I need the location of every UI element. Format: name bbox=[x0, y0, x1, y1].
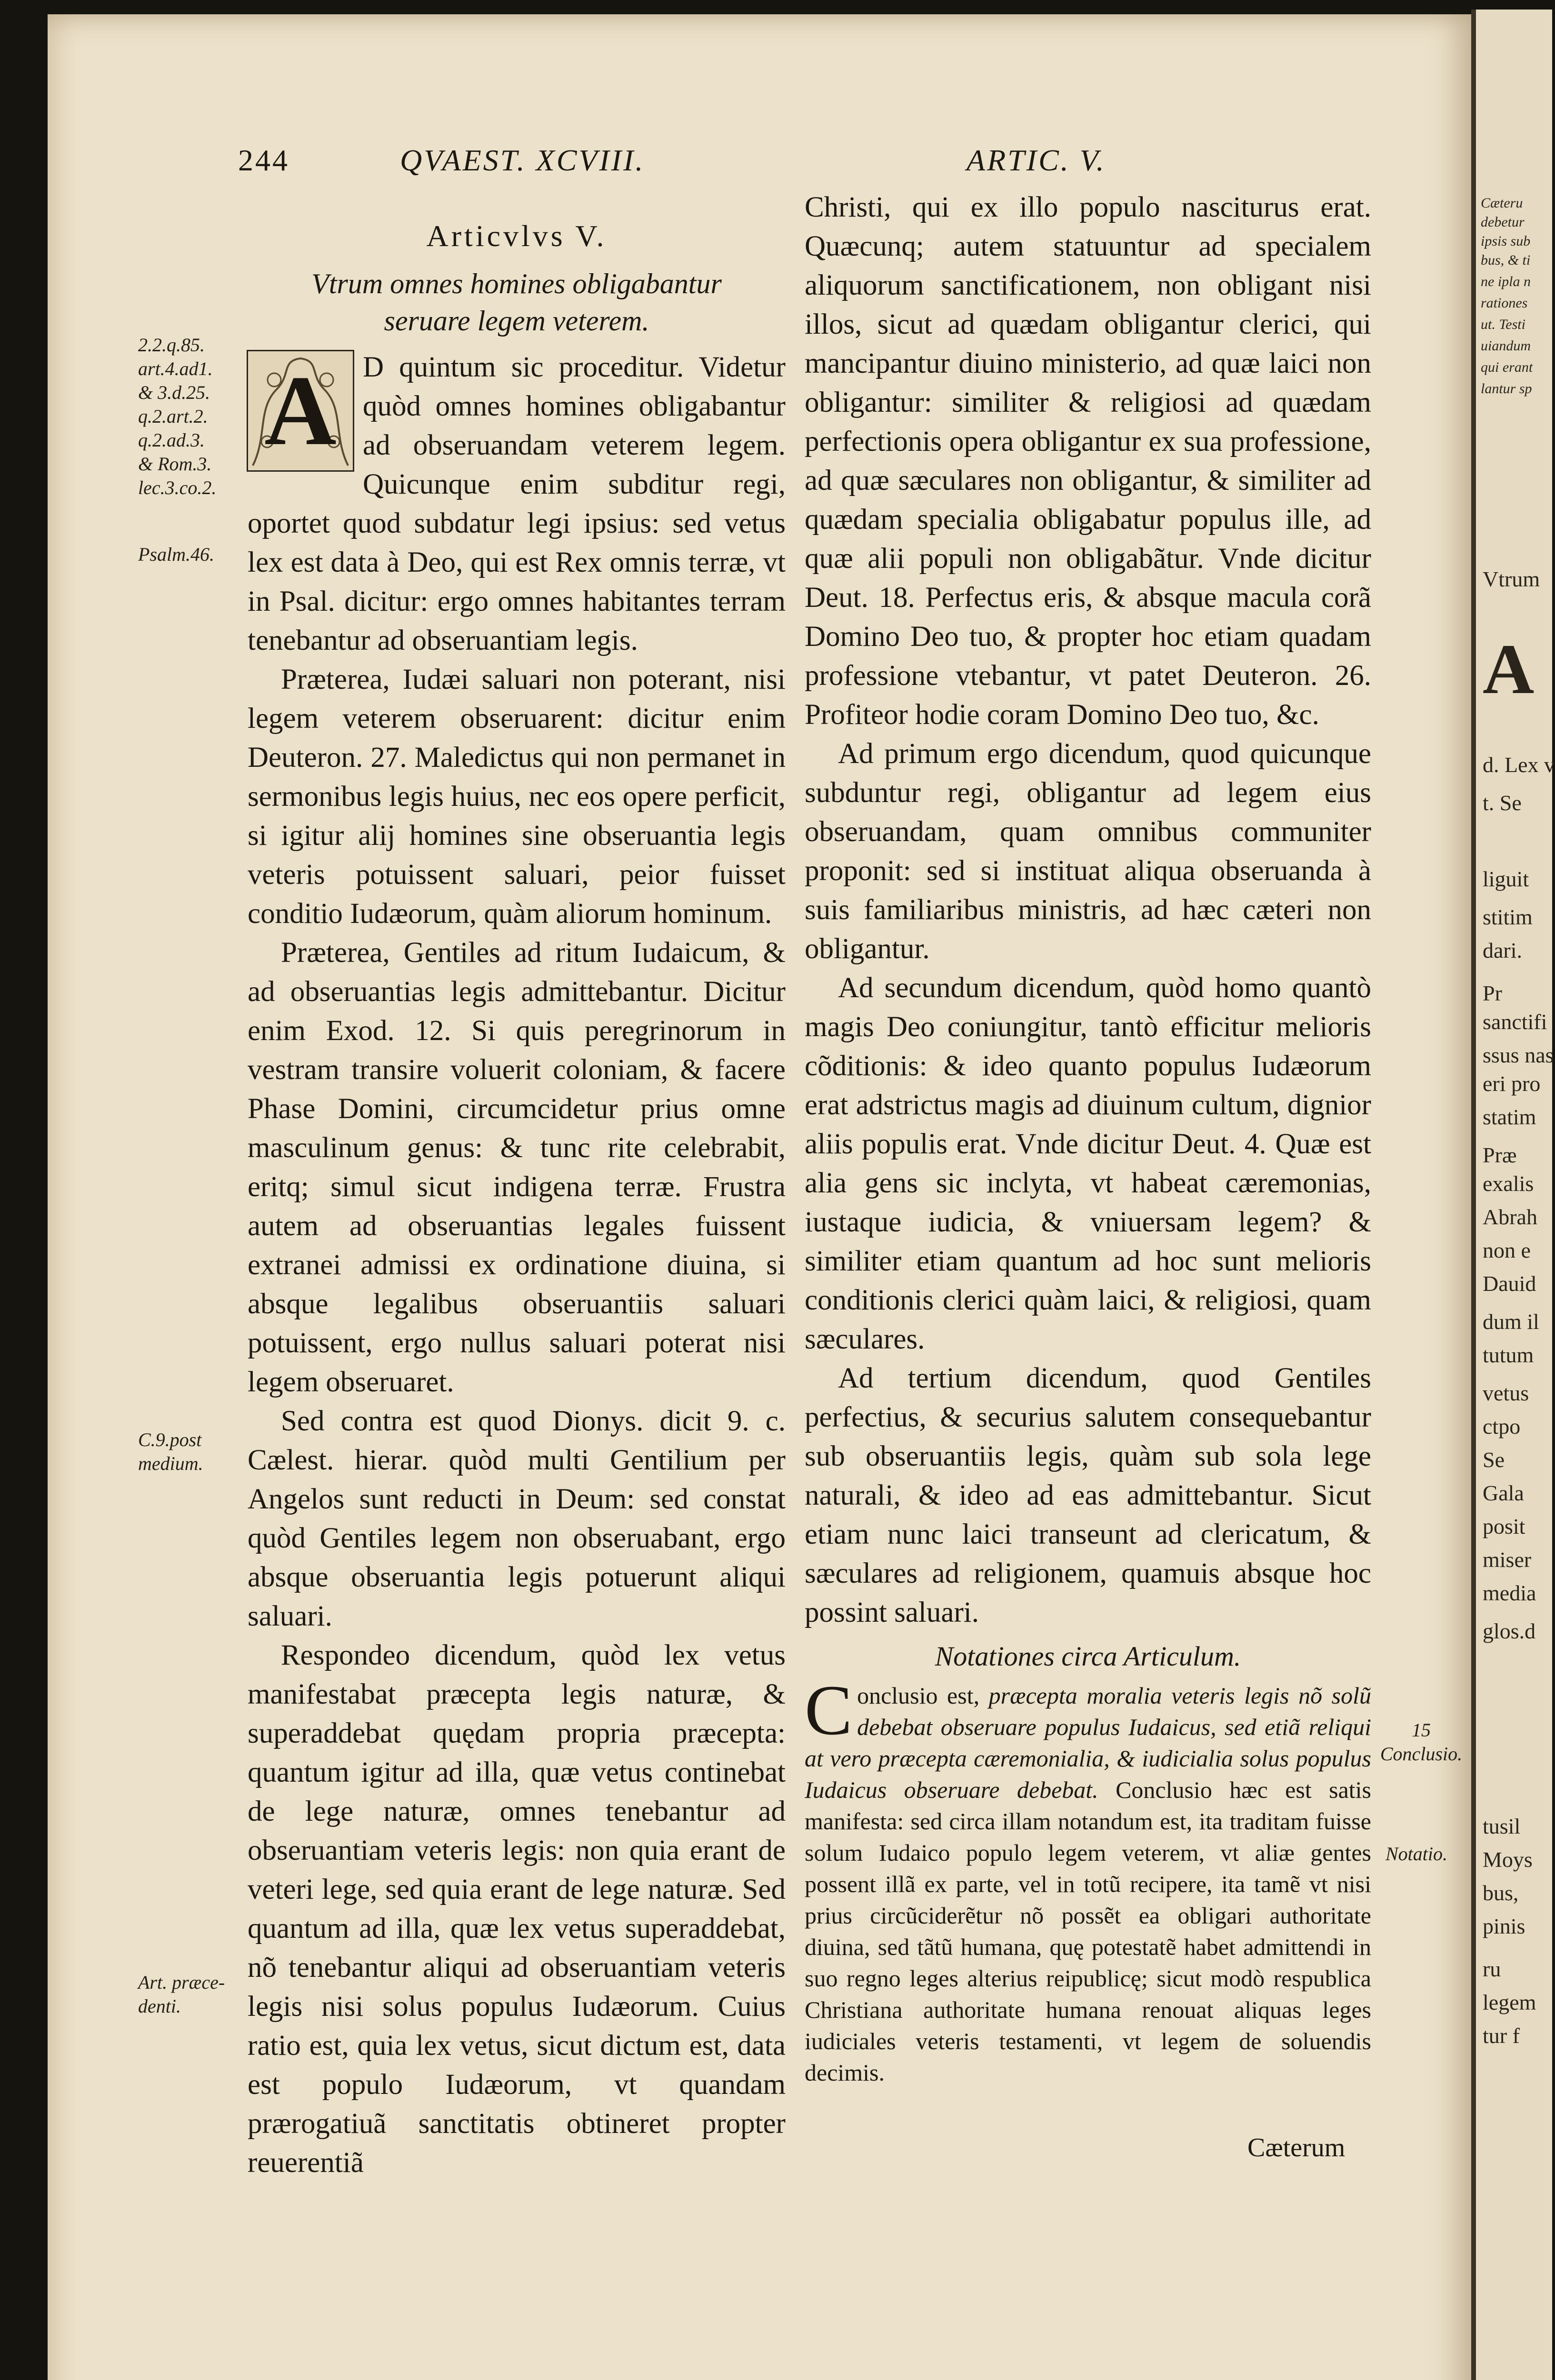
paragraph-reply-1: Ad primum ergo dicendum, quod quicunque subduntur regi, obligantur ad legem eius obseruandam, quam omnibus communiter proponit: sed si instituat aliqua obseruanda à suis familiaribus ministris, ad hæc cæteri non obligantur. bbox=[805, 738, 1371, 965]
adjacent-page-fragment: ssus nas bbox=[1483, 1043, 1554, 1067]
margin-number: 15 bbox=[1412, 1719, 1431, 1741]
article-title: Articvlvs V. bbox=[426, 219, 607, 253]
adjacent-page-fragment: Gala bbox=[1483, 1481, 1524, 1505]
decorated-initial bbox=[247, 350, 354, 472]
catchword: Cæterum bbox=[1247, 2133, 1346, 2162]
adjacent-page-fragment: Vtrum bbox=[1483, 567, 1540, 591]
paragraph-objection-3: Præterea, Gentiles ad ritum Iudaicum, & ad obseruantias legis admittebantur. Dicitur enim Exod. 12. Si quis peregrinorum in vestram transire voluerit coloniam, & facere Phase Domini, circumcidetur prius omne masculinum genus: & tunc rite celebrabit, eritq; simul sicut indigena terræ. Frustra autem ad obseruantias legales fuissent extranei admissi ex ordinatione diuina, si absque legalibus obseruantiis saluari potuissent, ergo nullus saluari poterat nisi legem obseruaret. bbox=[248, 937, 786, 1398]
adjacent-page-fragment: Cæteru bbox=[1481, 195, 1523, 211]
margin-ref: & Rom.3. bbox=[138, 453, 212, 475]
adjacent-page-fragment: eri pro bbox=[1483, 1071, 1541, 1096]
paragraph-objection-1: D quintum sic proceditur. Videtur quòd omnes homines obligabantur ad obseruandam veterem legem. Quicunque enim subditur regi, oportet quod subdatur legi ipsius: sed vetus lex est data à Deo, qui est Rex omnis terræ, vt in Psal. dicitur: ergo omnes habitantes terram tenebantur ad obseruantiam legis. bbox=[248, 351, 786, 656]
adjacent-page-fragment: Pr bbox=[1483, 981, 1502, 1005]
adjacent-page-fragment: Moys bbox=[1483, 1847, 1533, 1872]
adjacent-page-fragment: A bbox=[1483, 630, 1535, 709]
margin-ref: lec.3.co.2. bbox=[138, 477, 217, 498]
margin-ref: denti. bbox=[138, 1995, 181, 2017]
margin-ref: q.2.art.2. bbox=[138, 406, 208, 427]
adjacent-page-fragment: t. Se bbox=[1483, 791, 1522, 815]
adjacent-page-fragment: vetus bbox=[1483, 1381, 1529, 1405]
adjacent-page-fragment: pinis bbox=[1483, 1914, 1525, 1938]
paragraph-sed-contra: Sed contra est quod Dionys. dicit 9. c. Cælest. hierar. quòd multi Gentilium per Angelos sunt reducti in Deum: sed constat quòd Gentiles legem non obseruabant, ergo absque obseruantia legis potuerunt aliqui saluari. bbox=[248, 1405, 786, 1632]
adjacent-page-fragment: liguit bbox=[1483, 867, 1529, 891]
adjacent-page-fragment: statim bbox=[1483, 1105, 1536, 1129]
adjacent-page-fragment: media bbox=[1483, 1581, 1536, 1605]
conclusio-statement: præcepta moralia veteris legis nõ solũ debebat obseruare populus Iudaicus, sed etiã reliqui at vero præcepta cæremonialia, & iudicialia solus populus Iudaicus obseruare debebat. bbox=[805, 1682, 1371, 1803]
margin-ref: q.2.ad.3. bbox=[138, 429, 205, 451]
adjacent-page-fragment: tur f bbox=[1483, 2023, 1520, 2048]
adjacent-page-fragment: Se bbox=[1483, 1448, 1505, 1472]
notationes-text: Conclusio hæc est satis manifesta: sed circa illam notandum est, ita traditam fuisse solum Iudaico populo legem veterem, vt aliæ gentes possent illã ex parte, vel in totũ recipere, ita tamẽ vt nisi prius circũciderẽtur nõ possẽt ea obligari authoritate diuina, sed tãtũ humana, quę potestatẽ habet admittendi in suo regno leges alterius reipublicę; sicut modò respublica Christiana authoritate humana renouat aliquas leges iudiciales veteris testamenti, vt legem de soluendis decimis. bbox=[805, 1776, 1372, 2086]
adjacent-page-fragment: non e bbox=[1483, 1238, 1531, 1262]
adjacent-page-fragment: dari. bbox=[1483, 938, 1523, 962]
paragraph-objection-2: Præterea, Iudæi saluari non poterant, nisi legem veterem obseruarent: dicitur enim Deuteron. 27. Maledictus qui non permanet in sermonibus legis huius, nec eos opere perficit, si igitur alij homines sine obseruantia legis veteris potuissent saluari, peior fuisset conditio Iudæorum, quàm aliorum hominum. bbox=[248, 664, 786, 930]
adjacent-page-fragment: Præ bbox=[1483, 1143, 1517, 1167]
adjacent-page-fragment: rationes bbox=[1481, 295, 1528, 311]
article-subtitle: Vtrum omnes homines obligabantur seruare legem veterem. bbox=[311, 268, 722, 337]
adjacent-page-fragment: legem bbox=[1483, 1990, 1536, 2014]
adjacent-page-fragment: exalis bbox=[1483, 1171, 1534, 1196]
margin-ref-psalm: Psalm.46. bbox=[138, 544, 214, 565]
paragraph-respondeo: Respondeo dicendum, quòd lex vetus manifestabat præcepta legis naturæ, & superaddebat quędam propria præcepta: quantum igitur ad illa, quæ vetus continebat de lege naturæ, omnes tenebantur ad obseruantiam veteris legis: non quia erant de veteri lege, sed quia erant de lege naturæ. Sed quantum ad illa, quæ lex vetus superaddebat, nõ tenebantur aliqui ad obseruantiam veteris legis nisi solus populus Iudæorum. Cuius ratio est, quia lex vetus, sicut dictum est, data est populo Iudæorum, vt quandam prærogatiuã sanctitatis obtineret propter reuerentiã bbox=[248, 1639, 786, 2179]
margin-ref-dionysius bbox=[138, 1428, 238, 1476]
margin-ref: & 3.d.25. bbox=[138, 382, 210, 403]
adjacent-page-fragment: ut. Testi bbox=[1481, 317, 1525, 332]
paragraph-reply-2: Ad secundum dicendum, quòd homo quantò magis Deo coniungitur, tantò efficitur melioris cõditionis: & ideo quanto populus Iudæorum erat adstrictus magis ad diuinum cultum, dignior aliis populis erat. Vnde dicitur Deut. 4. Quæ est alia gens sic inclyta, vt habeat cæremonias, iustaque iudicia, & vniuersam legem? & similiter etiam quantum ad hoc sunt melioris conditionis clerici quàm laici, & religiosi, quam sæculares. bbox=[805, 972, 1371, 1355]
notationes-heading: Notationes circa Articulum. bbox=[935, 1641, 1241, 1672]
adjacent-page-fragment: glos.d bbox=[1483, 1619, 1536, 1643]
margin-notatio: Notatio. bbox=[1385, 1843, 1448, 1864]
margin-ref: art.4.ad1. bbox=[138, 358, 213, 379]
adjacent-page-fragment: ne ipla n bbox=[1481, 274, 1531, 289]
drop-cap-letter: A bbox=[264, 356, 337, 466]
notationes-body bbox=[805, 1671, 1372, 2088]
adjacent-page-fragment: dum il bbox=[1483, 1309, 1539, 1334]
running-head-question: QVAEST. XCVIII. bbox=[400, 143, 645, 177]
margin-conclusio bbox=[1378, 1718, 1464, 1766]
adjacent-page-fragment: sanctifi bbox=[1483, 1010, 1547, 1034]
adjacent-page-fragment: ru bbox=[1483, 1957, 1501, 1981]
margin-label: Conclusio. bbox=[1380, 1743, 1463, 1765]
margin-ref: 2.2.q.85. bbox=[138, 334, 205, 356]
margin-references bbox=[138, 333, 238, 500]
conclusio-lead: onclusio est, bbox=[857, 1682, 989, 1709]
left-column bbox=[248, 217, 786, 2182]
adjacent-page-fragment: Dauid bbox=[1483, 1271, 1536, 1296]
adjacent-page-fragment: Abrah bbox=[1483, 1205, 1537, 1229]
notationes-initial: C bbox=[805, 1671, 853, 1750]
adjacent-page-fragment: bus, bbox=[1483, 1881, 1519, 1905]
adjacent-page-fragment: tutum bbox=[1483, 1343, 1534, 1367]
adjacent-page-fragment: debetur bbox=[1481, 214, 1525, 230]
adjacent-page-fragment: ctpo bbox=[1483, 1414, 1521, 1438]
adjacent-page-fragment: uiandum bbox=[1481, 338, 1531, 354]
adjacent-page-fragment: d. Lex v bbox=[1483, 753, 1555, 777]
adjacent-page-edge bbox=[1471, 10, 1555, 2380]
adjacent-page-fragment: qui erant bbox=[1481, 359, 1533, 375]
paragraph-respondeo-cont: Christi, qui ex illo populo nasciturus erat. Quæcunq; autem statuuntur ad specialem aliquorum sanctificationem, non obligant nisi illos, sicut ad quædam obligantur clerici, qui mancipantur diuino ministerio, ad quæ laici non obligantur: similiter & religiosi ad quædam perfectionis opera obligantur ex sua professione, ad quæ sæculares non obligantur, & similiter ad quædam specialia obligabatur populus ille, ad quæ alii populi non obligabãtur. Vnde dicitur Deut. 18. Perfectus eris, & absque macula corã Domino Deo tuo, & propter hoc etiam quadam professione vtebantur, vt patet Deuteron. 26. Profiteor hodie coram Domino Deo tuo, &c. bbox=[805, 191, 1371, 731]
adjacent-page-fragment: tusil bbox=[1483, 1814, 1521, 1838]
margin-ref: medium. bbox=[138, 1453, 203, 1474]
paragraph-reply-3: Ad tertium dicendum, quod Gentiles perfectius, & securius salutem consequebantur sub obseruantiis legis, quàm sub sola lege naturali, & ideo ad eas admittebantur. Sicut etiam nunc laici transeunt ad clericatum, & sæculares ad religionem, quamuis absque hoc possint saluari. bbox=[805, 1362, 1371, 1628]
adjacent-page-fragment: lantur sp bbox=[1481, 381, 1532, 397]
adjacent-page-fragment: stitim bbox=[1483, 905, 1533, 929]
adjacent-page-fragment: posit bbox=[1483, 1514, 1525, 1538]
running-head-article: ARTIC. V. bbox=[967, 143, 1106, 177]
adjacent-page-fragment: ipsis sub bbox=[1481, 233, 1531, 249]
right-column bbox=[805, 188, 1371, 2088]
margin-ref: Art. præce- bbox=[138, 1972, 225, 1993]
adjacent-page-fragment: miser bbox=[1483, 1547, 1532, 1572]
margin-ref-article bbox=[138, 1971, 238, 2018]
margin-ref: C.9.post bbox=[138, 1429, 202, 1450]
page-number: 244 bbox=[238, 143, 289, 177]
adjacent-page-fragment: bus, & ti bbox=[1481, 252, 1531, 268]
